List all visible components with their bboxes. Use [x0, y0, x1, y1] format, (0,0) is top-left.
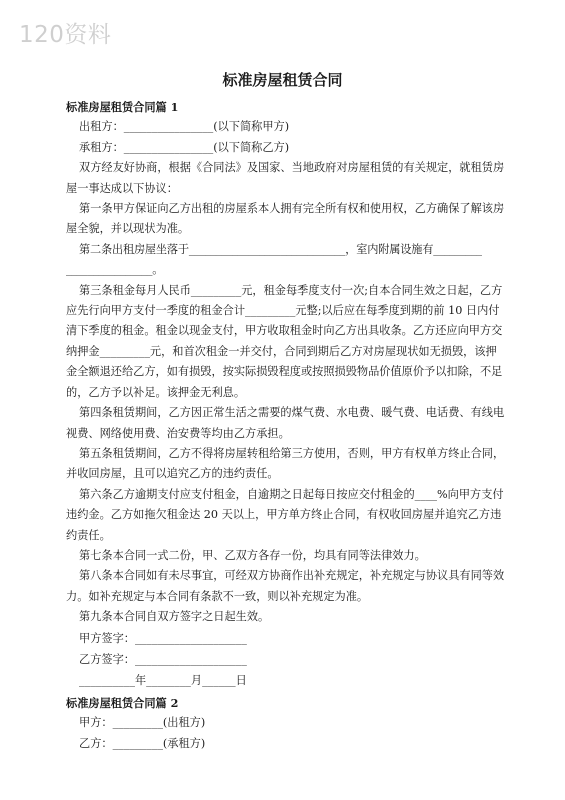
clause-8: 第八条本合同如有未尽事宜，可经双方协商作出补充规定，补充规定与协议具有同等效力。如补充规定与本合同有条款不一致，则以补充规定为准。	[66, 569, 505, 603]
clause-3: 第三条租金每月人民币_________元，租金每季度支付一次;自本合同生效之日起，乙方应先行向甲方支付一季度的租金合计_________元整;以后应在每季度到期的前 10 日内付清下季度的租金。租金以现金支付，甲方收取租金时向乙方出具收条。乙方还应向甲方交纳押金_________元，和首次租金一并交付，合同到期后乙方对房屋现状如无损毁，该押金全额退还给乙方，如有损毁，按实际损毁程度或按照损毁物品价值原价予以扣除，不足的，乙方予以补足。该押金无利息。	[66, 283, 503, 399]
clause-9: 第九条本合同自双方签字之日起生效。	[79, 610, 270, 624]
clause-5: 第五条租赁期间，乙方不得将房屋转租给第三方使用，否则，甲方有权单方终止合同，并收回房屋，且可以追究乙方的违约责任。	[66, 446, 505, 481]
section-heading-1: 标准房屋租赁合同篇 1	[66, 100, 179, 114]
document-title: 标准房屋租赁合同	[222, 71, 343, 89]
section-heading-2: 标准房屋租赁合同篇 2	[66, 695, 179, 710]
clause-1: 第一条甲方保证向乙方出租的房屋系本人拥有完全所有权和使用权，乙方确保了解该房屋全貌，并以现状为准。	[66, 202, 505, 236]
signature-b-line: 乙方签字：____________________	[79, 652, 247, 666]
lessee-line: 承租方：________________(以下简称乙方)	[79, 140, 290, 154]
clause-4: 第四条租赁期间，乙方因正常生活之需要的煤气费、水电费、暖气费、电话费、有线电视费、网络使用费、治安费等均由乙方承担。	[66, 406, 505, 440]
intro-paragraph: 双方经友好协商，根据《合同法》及国家、当地政府对房屋租赁的有关规定，就租赁房屋一事达成以下协议：	[66, 161, 505, 195]
party-b-line: 乙方：_________(承租方)	[79, 736, 206, 750]
signature-a-line: 甲方签字：____________________	[79, 631, 247, 645]
watermark-text: 120资料	[19, 22, 112, 48]
clause-7: 第七条本合同一式二份，甲、乙双方各存一份，均具有同等法律效力。	[79, 548, 426, 562]
document-body	[66, 96, 506, 754]
lessor-line: 出租方：________________(以下简称甲方)	[79, 120, 290, 134]
party-a-line: 甲方：_________(出租方)	[79, 716, 206, 730]
date-line: __________年________月______日	[79, 674, 247, 688]
clause-6: 第六条乙方逾期支付应支付租金，自逾期之日起每日按应交付租金的____%向甲方支付违约金。乙方如拖欠租金达 20 天以上，甲方单方终止合同，有权收回房屋并追究乙方违约责任。	[66, 487, 504, 542]
clause-2: 第二条出租房屋坐落于_____________________________，室内附属设施有_________ ________________。	[66, 242, 482, 277]
